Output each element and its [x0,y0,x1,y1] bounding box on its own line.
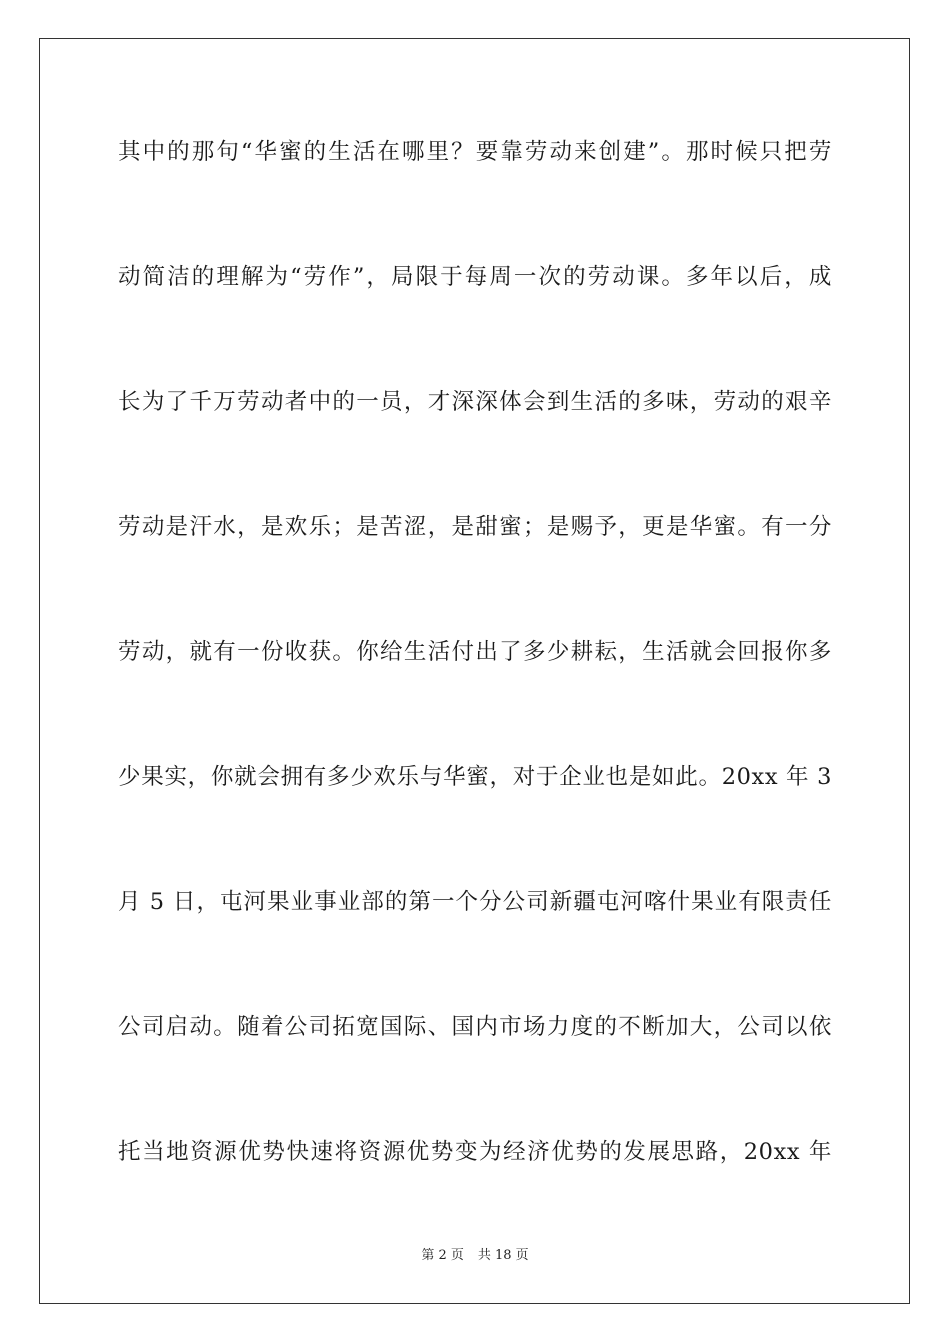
text-line-1: 其中的那句“华蜜的生活在哪里？要靠劳动来创建”。那时候只把劳 [118,139,832,165]
text-line-8: 公司启动。随着公司拓宽国际、国内市场力度的不断加大，公司以依 [118,1014,832,1040]
page-footer [0,1244,950,1263]
page-number: 第 2 页 [421,1248,464,1263]
text-line-2: 动简洁的理解为“劳作”，局限于每周一次的劳动课。多年以后，成 [118,264,832,290]
text-line-3: 长为了千万劳动者中的一员，才深深体会到生活的多味，劳动的艰辛 [118,389,832,415]
text-line-7: 月 5 日，屯河果业事业部的第一个分公司新疆屯河喀什果业有限责任 [118,889,832,915]
text-line-5: 劳动，就有一份收获。你给生活付出了多少耕耘，生活就会回报你多 [118,639,832,665]
text-line-9: 托当地资源优势快速将资源优势变为经济优势的发展思路，20xx 年 [118,1139,832,1165]
total-pages: 共 18 页 [477,1248,529,1263]
document-body [118,132,832,1257]
text-line-4: 劳动是汗水，是欢乐；是苦涩，是甜蜜；是赐予，更是华蜜。有一分 [118,514,832,540]
text-line-6: 少果实，你就会拥有多少欢乐与华蜜，对于企业也是如此。20xx 年 3 [118,764,832,790]
